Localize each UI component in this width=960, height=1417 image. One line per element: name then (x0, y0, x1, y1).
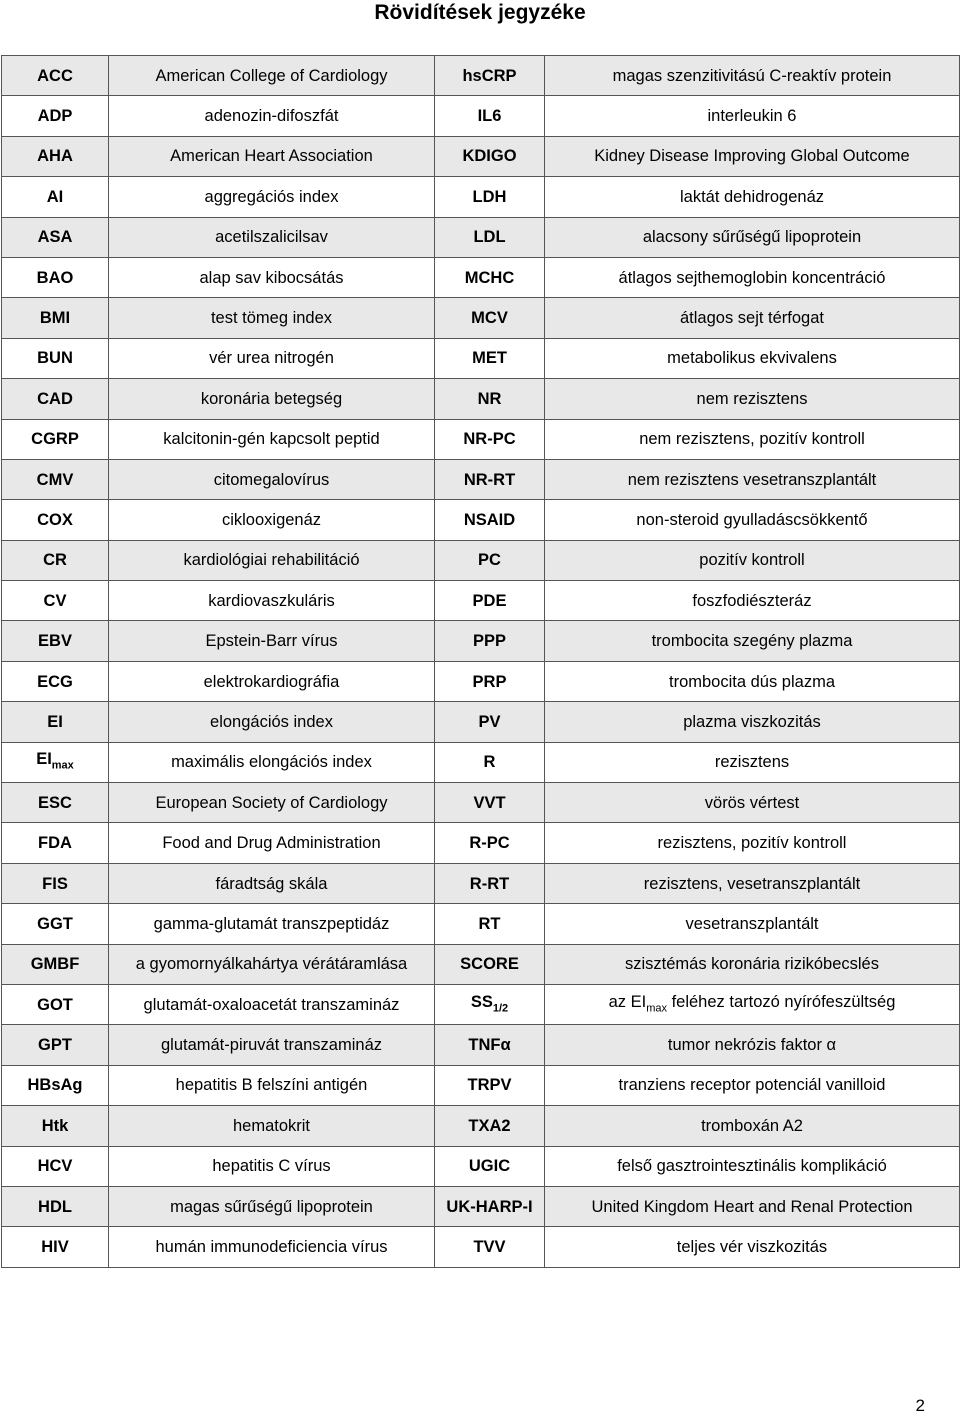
definition-cell (545, 621, 960, 661)
table-row (2, 136, 960, 176)
table-row (2, 863, 960, 903)
abbreviation-cell (435, 540, 545, 580)
definition-cell-text: elongációs index (210, 712, 333, 731)
definition-cell (109, 783, 435, 823)
abbreviation-cell-text: PC (478, 551, 501, 570)
definition-cell-text: kardiovaszkuláris (208, 591, 335, 610)
definition-cell (109, 661, 435, 701)
definition-cell (109, 257, 435, 297)
abbreviation-cell-text: MCHC (464, 268, 515, 287)
abbreviation-cell-text: CV (43, 591, 67, 610)
table-row (2, 661, 960, 701)
definition-cell-text: nem rezisztens (696, 389, 808, 408)
definition-cell-text: magas sűrűségű lipoprotein (170, 1197, 373, 1216)
abbreviation-cell-text: UK-HARP-I (446, 1197, 533, 1216)
definition-cell-text: adenozin-difoszfát (204, 107, 339, 126)
abbreviation-cell (2, 1065, 109, 1105)
abbreviation-cell (2, 136, 109, 176)
abbreviation-cell-text: HIV (41, 1238, 69, 1257)
definition-cell-text: alacsony sűrűségű lipoprotein (642, 228, 862, 247)
definition-cell (545, 257, 960, 297)
abbreviation-cell-text: CR (43, 551, 67, 570)
abbreviation-cell-text: AI (46, 187, 64, 206)
definition-cell-text: átlagos sejt térfogat (679, 309, 824, 328)
definition-cell-text: glutamát-oxaloacetát transzamináz (143, 995, 400, 1014)
definition-cell (109, 379, 435, 419)
definition-cell-text: maximális elongációs index (171, 753, 372, 772)
definition-cell-text: humán immunodeficiencia vírus (155, 1238, 388, 1257)
definition-cell (109, 984, 435, 1024)
abbreviation-cell (435, 379, 545, 419)
abbreviation-cell-text: R (483, 753, 496, 772)
definition-cell-text: hematokrit (232, 1116, 311, 1135)
definition-cell (109, 96, 435, 136)
abbreviation-cell (2, 944, 109, 984)
definition-cell (545, 944, 960, 984)
abbreviation-cell-text: KDIGO (462, 147, 517, 166)
abbreviation-cell (435, 1106, 545, 1146)
abbreviation-cell-text: NR (477, 389, 502, 408)
abbreviation-cell-text: R-RT (469, 874, 510, 893)
definition-cell-text: koronária betegség (200, 389, 343, 408)
table-row (2, 1186, 960, 1226)
definition-cell-text: felső gasztrointesztinális komplikáció (617, 1157, 887, 1176)
definition-cell (545, 1025, 960, 1065)
definition-cell (545, 298, 960, 338)
definition-cell (109, 621, 435, 661)
abbreviation-cell-text: CMV (36, 470, 74, 489)
abbreviation-cell (2, 419, 109, 459)
table-row (2, 338, 960, 378)
abbreviation-cell (435, 904, 545, 944)
definition-cell-text: teljes vér viszkozitás (676, 1238, 828, 1257)
definition-cell (545, 984, 960, 1024)
definition-cell (545, 338, 960, 378)
abbreviation-cell (2, 702, 109, 742)
abbreviation-cell-text: PPP (472, 632, 507, 651)
abbreviation-cell (435, 621, 545, 661)
abbreviation-cell (435, 1227, 545, 1267)
definition-cell (109, 459, 435, 499)
abbreviation-cell-text: EI (36, 750, 52, 769)
definition-cell (545, 904, 960, 944)
definition-cell-text: fáradtság skála (215, 874, 328, 893)
definition-cell (109, 702, 435, 742)
definition-cell-text: citomegalovírus (213, 470, 330, 489)
abbreviation-cell-text: EBV (38, 632, 72, 651)
definition-cell-text: rezisztens (714, 753, 790, 772)
abbreviation-cell-text: LDL (473, 228, 506, 247)
table-row (2, 459, 960, 499)
definition-cell (545, 136, 960, 176)
abbreviation-cell-text: FDA (38, 834, 72, 853)
definition-cell-text: szisztémás koronária rizikóbecslés (624, 955, 879, 974)
abbreviation-cell (2, 500, 109, 540)
abbreviation-cell-text: EI (47, 712, 63, 731)
abbreviation-cell-subscript: 1/2 (492, 1001, 509, 1014)
definition-cell (545, 419, 960, 459)
abbreviation-cell (2, 1227, 109, 1267)
table-row (2, 702, 960, 742)
definition-cell (109, 1146, 435, 1186)
abbreviation-cell (2, 217, 109, 257)
definition-cell-text: gamma-glutamát transzpeptidáz (153, 914, 390, 933)
abbreviation-cell-text: ADP (37, 107, 73, 126)
definition-cell-text: nem rezisztens, pozitív kontroll (639, 430, 865, 449)
definition-cell-text: kardiológiai rehabilitáció (183, 551, 360, 570)
abbreviation-cell (2, 96, 109, 136)
abbreviation-cell (435, 217, 545, 257)
definition-cell-text: vér urea nitrogén (209, 349, 334, 368)
table-row (2, 1065, 960, 1105)
abbreviation-cell (435, 742, 545, 782)
definition-cell (109, 338, 435, 378)
abbreviation-cell (2, 56, 109, 96)
abbreviation-cell (435, 500, 545, 540)
definition-cell-text: tromboxán A2 (701, 1116, 803, 1135)
abbreviation-cell-text: FIS (42, 874, 68, 893)
abbreviation-cell-text: hsCRP (462, 66, 517, 85)
definition-cell-text: hepatitis C vírus (212, 1157, 331, 1176)
definition-cell-text: tranziens receptor potenciál vanilloid (618, 1076, 886, 1095)
abbreviation-cell-text: ACC (37, 66, 73, 85)
abbreviation-cell-text: ESC (38, 793, 72, 812)
definition-cell (109, 1227, 435, 1267)
definition-cell-text: az EI (608, 992, 647, 1011)
table-row (2, 581, 960, 621)
table-row (2, 984, 960, 1024)
definition-cell (545, 177, 960, 217)
definition-cell (109, 1106, 435, 1146)
abbreviation-cell (2, 298, 109, 338)
definition-cell (109, 944, 435, 984)
definition-cell-text: nem rezisztens vesetranszplantált (627, 470, 877, 489)
definition-cell (545, 661, 960, 701)
abbreviation-cell (2, 823, 109, 863)
definition-cell-text: Kidney Disease Improving Global Outcome (594, 147, 910, 166)
definition-cell-text: United Kingdom Heart and Renal Protection (591, 1197, 913, 1216)
table-row (2, 1025, 960, 1065)
abbreviation-cell (435, 702, 545, 742)
definition-cell-text: Epstein-Barr vírus (205, 632, 338, 651)
abbreviation-cell (2, 581, 109, 621)
abbreviation-cell (435, 257, 545, 297)
abbreviation-cell (2, 459, 109, 499)
definition-cell (109, 823, 435, 863)
abbreviation-cell-text: Htk (41, 1116, 69, 1135)
definition-cell (545, 1227, 960, 1267)
abbreviation-cell-text: PDE (472, 591, 507, 610)
definition-cell-text: tumor nekrózis faktor α (667, 1036, 837, 1055)
abbreviation-cell (2, 783, 109, 823)
abbreviation-cell (435, 984, 545, 1024)
definition-cell (109, 540, 435, 580)
abbreviation-cell-text: CAD (37, 389, 73, 408)
table-row (2, 1227, 960, 1267)
definition-cell (109, 500, 435, 540)
table-row (2, 56, 960, 96)
table-row (2, 1146, 960, 1186)
definition-cell-text: test tömeg index (210, 309, 333, 328)
abbreviation-cell (435, 863, 545, 903)
abbreviation-cell (2, 1186, 109, 1226)
definition-cell-text: interleukin 6 (707, 107, 797, 126)
table-row (2, 944, 960, 984)
definition-cell-text: a gyomornyálkahártya vérátáramlása (135, 955, 408, 974)
abbreviation-cell-text: GMBF (30, 955, 80, 974)
abbreviation-cell-text: CGRP (31, 430, 79, 449)
abbreviation-cell (435, 1025, 545, 1065)
definition-cell-text: átlagos sejthemoglobin koncentráció (618, 268, 886, 287)
abbreviation-cell (2, 257, 109, 297)
table-row (2, 177, 960, 217)
definition-cell-text: kalcitonin-gén kapcsolt peptid (163, 430, 380, 449)
definition-cell (545, 1106, 960, 1146)
table-row (2, 96, 960, 136)
definition-cell (109, 904, 435, 944)
abbreviation-cell-text: BAO (36, 268, 74, 287)
table-row (2, 621, 960, 661)
abbreviation-cell (435, 459, 545, 499)
abbreviation-cell (435, 1186, 545, 1226)
abbreviation-cell (435, 56, 545, 96)
definition-cell-text: trombocita szegény plazma (651, 632, 853, 651)
definition-cell-text: rezisztens, pozitív kontroll (657, 834, 847, 853)
abbreviation-cell-text: NR-PC (463, 430, 516, 449)
abbreviation-cell-text: AHA (37, 147, 73, 166)
definition-cell (545, 96, 960, 136)
abbreviation-cell (435, 419, 545, 459)
abbreviation-cell-text: HDL (38, 1197, 72, 1216)
abbreviation-cell (435, 136, 545, 176)
definition-cell-text: trombocita dús plazma (669, 672, 835, 691)
abbreviation-cell-text: VVT (473, 793, 506, 812)
abbreviation-cell (2, 621, 109, 661)
definition-cell (109, 581, 435, 621)
page-number: 2 (915, 1396, 925, 1415)
abbreviation-cell-text: UGIC (468, 1157, 511, 1176)
table-row (2, 540, 960, 580)
definition-cell (545, 702, 960, 742)
abbreviation-cell (2, 863, 109, 903)
abbreviation-cell (2, 904, 109, 944)
definition-cell (109, 1025, 435, 1065)
abbreviation-cell-text: IL6 (477, 107, 502, 126)
definition-cell-text: ciklooxigenáz (221, 510, 322, 529)
definition-cell (545, 500, 960, 540)
definition-cell-text: rezisztens, vesetranszplantált (643, 874, 861, 893)
definition-cell (109, 217, 435, 257)
definition-cell-text: American Heart Association (170, 147, 373, 166)
abbreviation-cell (2, 540, 109, 580)
definition-cell-text: aggregációs index (204, 187, 339, 206)
abbreviation-cell (435, 177, 545, 217)
abbreviation-cell-text: NR-RT (463, 470, 516, 489)
abbreviation-cell (2, 984, 109, 1024)
abbreviation-cell-subscript: max (51, 759, 74, 772)
definition-cell-text: elektrokardiográfia (203, 672, 340, 691)
definition-cell (545, 1186, 960, 1226)
definition-cell-text: acetilszalicilsav (215, 228, 328, 247)
definition-cell (545, 459, 960, 499)
abbreviation-cell (435, 581, 545, 621)
table-row (2, 419, 960, 459)
definition-cell (109, 298, 435, 338)
definition-cell (545, 56, 960, 96)
definition-cell-text: vörös vértest (704, 793, 800, 812)
definition-cell-text: Food and Drug Administration (162, 834, 381, 853)
definition-cell (545, 540, 960, 580)
definition-cell (545, 379, 960, 419)
abbreviation-cell (435, 1146, 545, 1186)
abbreviation-cell-text: SCORE (460, 955, 519, 974)
abbreviation-cell-text: TRPV (467, 1076, 512, 1095)
definition-cell (109, 419, 435, 459)
definition-cell-text: foszfodiészteráz (692, 591, 812, 610)
definition-cell (545, 581, 960, 621)
definition-cell-text: pozitív kontroll (699, 551, 805, 570)
table-row (2, 904, 960, 944)
definition-cell-text: plazma viszkozitás (683, 712, 821, 731)
abbreviation-cell-text: GGT (37, 914, 73, 933)
definition-cell-text: hepatitis B felszíni antigén (175, 1076, 368, 1095)
definition-cell-text: glutamát-piruvát transzamináz (160, 1036, 382, 1055)
definition-cell-text: American College of Cardiology (155, 66, 388, 85)
abbreviation-cell (435, 96, 545, 136)
definition-cell-text: laktát dehidrogenáz (679, 187, 825, 206)
abbreviation-cell (2, 177, 109, 217)
table-row (2, 783, 960, 823)
definition-cell-text: magas szenzitivitású C-reaktív protein (612, 66, 892, 85)
abbreviation-cell-text: LDH (472, 187, 507, 206)
definition-cell (545, 1146, 960, 1186)
abbreviation-cell-text: ECG (37, 672, 73, 691)
abbreviation-cell-text: ASA (37, 228, 73, 247)
abbreviation-cell-text: PRP (472, 672, 507, 691)
table-row (2, 500, 960, 540)
table-row (2, 742, 960, 782)
table-row (2, 379, 960, 419)
abbreviation-cell-text: RT (478, 914, 501, 933)
abbreviation-cell-text: HBsAg (27, 1076, 83, 1095)
abbreviation-cell (2, 661, 109, 701)
abbreviation-cell-text: GOT (37, 995, 73, 1014)
table-row (2, 217, 960, 257)
abbreviation-cell-text: NSAID (463, 510, 516, 529)
abbreviation-cell-text: BUN (37, 349, 73, 368)
page-title: Rövidítések jegyzéke (374, 1, 586, 24)
abbreviation-cell (435, 338, 545, 378)
definition-cell-subscript: max (646, 1001, 667, 1014)
abbreviation-cell (435, 783, 545, 823)
table-row (2, 257, 960, 297)
abbreviation-cell-text: R-PC (469, 834, 510, 853)
definition-cell (545, 863, 960, 903)
abbreviation-cell-text: PV (478, 712, 501, 731)
definition-cell (545, 742, 960, 782)
definition-cell-text: metabolikus ekvivalens (667, 349, 837, 368)
abbreviation-cell-text: SS (470, 992, 493, 1011)
definition-cell (109, 1065, 435, 1105)
abbreviation-cell (435, 823, 545, 863)
definition-cell (109, 742, 435, 782)
abbreviation-cell (435, 1065, 545, 1105)
abbreviation-cell-text: TVV (473, 1238, 506, 1257)
abbreviation-cell-text: HCV (37, 1157, 73, 1176)
definition-cell (545, 1065, 960, 1105)
abbreviation-cell (2, 742, 109, 782)
table-row (2, 823, 960, 863)
abbreviation-cell-text: BMI (39, 309, 71, 328)
definition-cell (545, 823, 960, 863)
abbreviation-cell (435, 298, 545, 338)
abbreviation-cell-text: MCV (471, 309, 508, 328)
abbreviation-cell (2, 1106, 109, 1146)
definition-cell (109, 863, 435, 903)
abbreviation-cell-text: GPT (38, 1036, 72, 1055)
definition-cell-text: non-steroid gyulladáscsökkentő (636, 510, 868, 529)
definition-cell (109, 136, 435, 176)
abbreviation-cell (435, 661, 545, 701)
definition-cell (545, 217, 960, 257)
abbreviation-cell-text: MET (472, 349, 507, 368)
table-row (2, 1106, 960, 1146)
definition-cell (109, 1186, 435, 1226)
table-row (2, 298, 960, 338)
definition-cell-text: vesetranszplantált (685, 914, 819, 933)
definition-cell-text: European Society of Cardiology (155, 793, 388, 812)
abbreviation-cell (2, 338, 109, 378)
abbreviation-cell (2, 1146, 109, 1186)
abbreviation-cell (2, 379, 109, 419)
definition-cell (545, 783, 960, 823)
abbreviation-cell-text: TNFα (468, 1036, 511, 1055)
definition-cell (109, 56, 435, 96)
abbreviation-cell (2, 1025, 109, 1065)
definition-cell (109, 177, 435, 217)
abbreviation-cell-text: COX (37, 510, 73, 529)
definition-cell-text: alap sav kibocsátás (199, 268, 344, 287)
abbreviation-table (1, 55, 960, 1268)
abbreviation-cell-text: TXA2 (468, 1116, 511, 1135)
definition-cell-text: feléhez tartozó nyírófeszültség (667, 992, 896, 1011)
abbreviation-cell (435, 944, 545, 984)
